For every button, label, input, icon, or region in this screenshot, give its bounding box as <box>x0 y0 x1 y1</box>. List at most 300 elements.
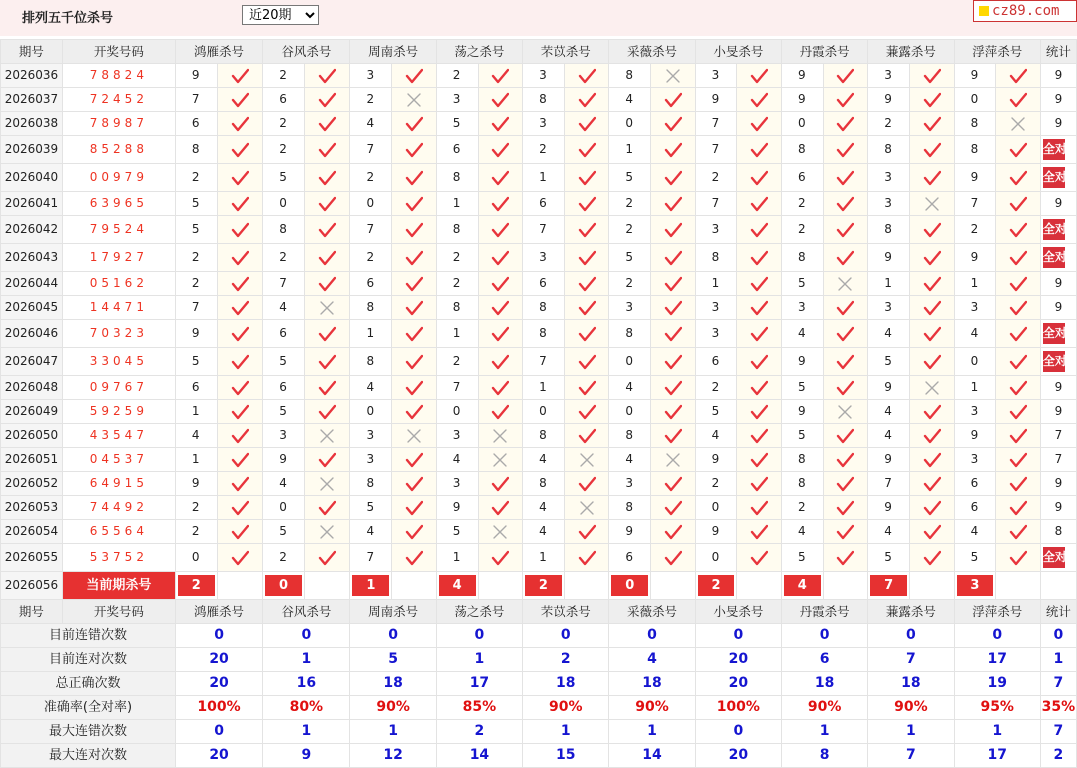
current-kill-row <box>1 572 1077 600</box>
correct-check-icon <box>304 348 350 376</box>
kill-value: 3 <box>523 244 565 272</box>
kill-value: 0 <box>436 400 478 424</box>
correct-check-icon <box>996 376 1041 400</box>
correct-check-icon <box>304 496 350 520</box>
kill-value: 4 <box>523 448 565 472</box>
correct-check-icon <box>217 424 263 448</box>
kill-value: 7 <box>350 136 392 164</box>
correct-check-icon <box>823 136 868 164</box>
kill-value: 2 <box>175 164 217 192</box>
kill-value: 2 <box>175 520 217 544</box>
kill-value: 4 <box>350 112 392 136</box>
stats-value: 20 <box>695 672 781 696</box>
kill-value: 3 <box>523 112 565 136</box>
wrong-cross-icon <box>823 400 868 424</box>
stats-value: 35% <box>1040 696 1076 720</box>
correct-check-icon <box>651 216 696 244</box>
stats-value: 1 <box>523 720 609 744</box>
kill-value: 2 <box>436 244 478 272</box>
correct-check-icon <box>217 272 263 296</box>
correct-check-icon <box>304 320 350 348</box>
full-correct-badge: 全对 <box>1043 167 1065 188</box>
issue-number: 2026041 <box>1 192 63 216</box>
correct-check-icon <box>392 136 437 164</box>
stats-value: 17 <box>436 672 522 696</box>
kill-value: 6 <box>175 376 217 400</box>
correct-check-icon <box>564 244 609 272</box>
kill-value: 5 <box>263 400 305 424</box>
stats-value: 20 <box>175 672 262 696</box>
full-correct-badge: 全对 <box>1043 547 1065 568</box>
kill-value: 8 <box>781 136 823 164</box>
table-row <box>1 64 1077 88</box>
kill-value: 9 <box>868 448 910 472</box>
correct-check-icon <box>304 272 350 296</box>
kill-value: 2 <box>350 88 392 112</box>
wrong-cross-icon <box>392 88 437 112</box>
correct-check-icon <box>478 272 523 296</box>
kill-value: 3 <box>436 472 478 496</box>
stats-value: 0 <box>350 624 436 648</box>
correct-check-icon <box>996 64 1041 88</box>
current-kill-value: 3 <box>957 575 994 596</box>
stat-cell: 9 <box>1040 272 1076 296</box>
kill-value: 6 <box>350 272 392 296</box>
correct-check-icon <box>737 296 782 320</box>
wrong-cross-icon <box>478 424 523 448</box>
kill-value: 6 <box>609 544 651 572</box>
stats-value: 1 <box>609 720 695 744</box>
kill-value: 1 <box>436 320 478 348</box>
correct-check-icon <box>909 472 954 496</box>
kill-value: 9 <box>868 88 910 112</box>
wrong-cross-icon <box>909 376 954 400</box>
wrong-cross-icon <box>651 64 696 88</box>
column-header: 采薇杀号 <box>609 600 695 624</box>
correct-check-icon <box>651 192 696 216</box>
kill-value: 9 <box>781 348 823 376</box>
wrong-cross-icon <box>304 424 350 448</box>
stats-value: 6 <box>781 648 867 672</box>
kill-value: 0 <box>954 348 996 376</box>
kill-value: 8 <box>175 136 217 164</box>
stats-value: 16 <box>263 672 350 696</box>
stats-value: 1 <box>263 720 350 744</box>
correct-check-icon <box>392 400 437 424</box>
stats-value: 14 <box>609 744 695 768</box>
correct-check-icon <box>996 400 1041 424</box>
correct-check-icon <box>392 320 437 348</box>
table-row <box>1 296 1077 320</box>
correct-check-icon <box>392 348 437 376</box>
stats-value: 0 <box>175 720 262 744</box>
current-kill-empty <box>996 572 1041 600</box>
issue-number: 2026044 <box>1 272 63 296</box>
table-row <box>1 448 1077 472</box>
column-header: 期号 <box>1 600 63 624</box>
wrong-cross-icon <box>909 192 954 216</box>
kill-value: 3 <box>436 88 478 112</box>
current-kill-value: 4 <box>784 575 821 596</box>
correct-check-icon <box>564 296 609 320</box>
kill-value: 8 <box>868 216 910 244</box>
kill-value: 5 <box>781 424 823 448</box>
correct-check-icon <box>737 136 782 164</box>
correct-check-icon <box>737 64 782 88</box>
kill-value: 2 <box>609 216 651 244</box>
kill-value: 5 <box>954 544 996 572</box>
kill-value: 8 <box>781 448 823 472</box>
wrong-cross-icon <box>304 296 350 320</box>
correct-check-icon <box>909 496 954 520</box>
kill-value: 6 <box>954 472 996 496</box>
correct-check-icon <box>564 376 609 400</box>
kill-value: 6 <box>436 136 478 164</box>
stats-value: 18 <box>609 672 695 696</box>
kill-value: 9 <box>695 448 737 472</box>
kill-value: 6 <box>695 348 737 376</box>
kill-value: 2 <box>436 64 478 88</box>
stats-value: 0 <box>523 624 609 648</box>
kill-value: 9 <box>695 88 737 112</box>
stat-cell: 9 <box>1040 376 1076 400</box>
correct-check-icon <box>564 192 609 216</box>
kill-value: 8 <box>954 136 996 164</box>
current-kill-cell <box>263 572 305 600</box>
kill-value: 5 <box>175 216 217 244</box>
stats-value: 2 <box>523 648 609 672</box>
kill-value: 3 <box>350 424 392 448</box>
kill-value: 2 <box>263 64 305 88</box>
correct-check-icon <box>823 192 868 216</box>
kill-value: 0 <box>695 496 737 520</box>
correct-check-icon <box>823 496 868 520</box>
kill-value: 9 <box>868 496 910 520</box>
table-row <box>1 88 1077 112</box>
stats-value: 14 <box>436 744 522 768</box>
correct-check-icon <box>737 112 782 136</box>
wrong-cross-icon <box>564 496 609 520</box>
correct-check-icon <box>217 520 263 544</box>
kill-value: 6 <box>263 88 305 112</box>
correct-check-icon <box>909 136 954 164</box>
correct-check-icon <box>823 88 868 112</box>
issue-number: 2026043 <box>1 244 63 272</box>
stat-cell: 9 <box>1040 64 1076 88</box>
correct-check-icon <box>823 348 868 376</box>
correct-check-icon <box>217 544 263 572</box>
correct-check-icon <box>304 216 350 244</box>
kill-value: 7 <box>695 112 737 136</box>
kill-value: 3 <box>954 400 996 424</box>
stats-value: 0 <box>436 624 522 648</box>
correct-check-icon <box>392 112 437 136</box>
correct-check-icon <box>737 376 782 400</box>
correct-check-icon <box>304 400 350 424</box>
stats-value: 17 <box>954 648 1040 672</box>
current-kill-value: 0 <box>265 575 302 596</box>
stats-value: 0 <box>868 624 954 648</box>
stats-row <box>1 696 1077 720</box>
current-kill-cell <box>350 572 392 600</box>
winning-numbers: 05162 <box>62 272 175 296</box>
correct-check-icon <box>564 544 609 572</box>
kill-value: 4 <box>609 376 651 400</box>
kill-value: 8 <box>350 472 392 496</box>
kill-value: 9 <box>781 400 823 424</box>
column-header: 采薇杀号 <box>609 40 695 64</box>
current-kill-empty <box>304 572 350 600</box>
correct-check-icon <box>737 88 782 112</box>
kill-value: 7 <box>350 544 392 572</box>
correct-check-icon <box>823 164 868 192</box>
correct-check-icon <box>737 472 782 496</box>
correct-check-icon <box>392 520 437 544</box>
stats-value: 90% <box>868 696 954 720</box>
stat-cell <box>1040 216 1076 244</box>
kill-value: 3 <box>695 320 737 348</box>
issue-number: 2026045 <box>1 296 63 320</box>
correct-check-icon <box>737 164 782 192</box>
kill-value: 2 <box>523 136 565 164</box>
kill-value: 2 <box>609 272 651 296</box>
stats-value: 100% <box>695 696 781 720</box>
kill-value: 5 <box>781 272 823 296</box>
column-header: 浮萍杀号 <box>954 600 1040 624</box>
current-kill-value: 2 <box>698 575 735 596</box>
correct-check-icon <box>564 400 609 424</box>
winning-numbers: 14471 <box>62 296 175 320</box>
kill-value: 9 <box>954 64 996 88</box>
kill-value: 9 <box>954 244 996 272</box>
correct-check-icon <box>304 112 350 136</box>
column-header: 周南杀号 <box>350 600 436 624</box>
wrong-cross-icon <box>823 272 868 296</box>
kill-value: 8 <box>781 472 823 496</box>
kill-value: 7 <box>523 216 565 244</box>
column-header: 芣苡杀号 <box>523 40 609 64</box>
correct-check-icon <box>996 496 1041 520</box>
table-row <box>1 520 1077 544</box>
correct-check-icon <box>737 192 782 216</box>
kill-value: 3 <box>350 64 392 88</box>
kill-value: 8 <box>609 320 651 348</box>
kill-value: 8 <box>868 136 910 164</box>
kill-value: 3 <box>695 216 737 244</box>
kill-value: 7 <box>695 136 737 164</box>
stats-label: 最大连对次数 <box>1 744 176 768</box>
stats-value: 90% <box>350 696 436 720</box>
kill-value: 5 <box>609 244 651 272</box>
column-header: 鸿雁杀号 <box>175 40 262 64</box>
current-kill-cell <box>609 572 651 600</box>
stat-cell <box>1040 244 1076 272</box>
correct-check-icon <box>478 192 523 216</box>
wrong-cross-icon <box>478 520 523 544</box>
kill-value: 8 <box>695 244 737 272</box>
stat-cell: 9 <box>1040 192 1076 216</box>
stats-value: 20 <box>175 648 262 672</box>
kill-value: 8 <box>436 164 478 192</box>
stats-value: 1 <box>263 648 350 672</box>
kill-value: 0 <box>609 112 651 136</box>
correct-check-icon <box>217 320 263 348</box>
correct-check-icon <box>217 164 263 192</box>
column-header: 蒹露杀号 <box>868 600 954 624</box>
kill-value: 8 <box>523 88 565 112</box>
kill-value: 2 <box>175 272 217 296</box>
winning-numbers: 04537 <box>62 448 175 472</box>
kill-value: 8 <box>436 216 478 244</box>
kill-value: 2 <box>781 496 823 520</box>
kill-value: 9 <box>175 320 217 348</box>
winning-numbers: 65564 <box>62 520 175 544</box>
kill-value: 0 <box>175 544 217 572</box>
correct-check-icon <box>909 544 954 572</box>
kill-value: 0 <box>350 400 392 424</box>
correct-check-icon <box>737 244 782 272</box>
stats-row <box>1 672 1077 696</box>
correct-check-icon <box>564 272 609 296</box>
kill-value: 8 <box>523 424 565 448</box>
kill-value: 1 <box>175 448 217 472</box>
correct-check-icon <box>478 376 523 400</box>
stats-label: 最大连错次数 <box>1 720 176 744</box>
kill-value: 2 <box>263 544 305 572</box>
correct-check-icon <box>909 296 954 320</box>
correct-check-icon <box>909 320 954 348</box>
stats-value: 100% <box>175 696 262 720</box>
correct-check-icon <box>737 544 782 572</box>
kill-value: 9 <box>609 520 651 544</box>
stats-value: 4 <box>609 648 695 672</box>
winning-numbers: 74492 <box>62 496 175 520</box>
kill-value: 7 <box>350 216 392 244</box>
correct-check-icon <box>564 64 609 88</box>
kill-value: 8 <box>954 112 996 136</box>
correct-check-icon <box>996 244 1041 272</box>
stat-cell <box>1040 320 1076 348</box>
stats-value: 90% <box>781 696 867 720</box>
stats-value: 1 <box>954 720 1040 744</box>
current-kill-cell <box>954 572 996 600</box>
correct-check-icon <box>217 192 263 216</box>
table-row <box>1 376 1077 400</box>
kill-value: 8 <box>781 244 823 272</box>
stat-cell: 9 <box>1040 472 1076 496</box>
kill-value: 3 <box>609 472 651 496</box>
correct-check-icon <box>564 216 609 244</box>
correct-check-icon <box>996 472 1041 496</box>
kill-value: 4 <box>350 376 392 400</box>
correct-check-icon <box>217 400 263 424</box>
kill-value: 4 <box>263 472 305 496</box>
column-header: 丹霞杀号 <box>781 40 867 64</box>
current-kill-empty <box>823 572 868 600</box>
kill-value: 1 <box>523 544 565 572</box>
stats-value: 0 <box>175 624 262 648</box>
correct-check-icon <box>996 296 1041 320</box>
kill-value: 9 <box>175 472 217 496</box>
current-kill-empty <box>909 572 954 600</box>
kill-value: 3 <box>695 296 737 320</box>
kill-value: 2 <box>350 244 392 272</box>
correct-check-icon <box>651 544 696 572</box>
kill-value: 5 <box>868 544 910 572</box>
stats-value: 90% <box>609 696 695 720</box>
kill-value: 1 <box>695 272 737 296</box>
kill-value: 6 <box>781 164 823 192</box>
current-kill-empty <box>737 572 782 600</box>
correct-check-icon <box>651 496 696 520</box>
current-kill-label: 当前期杀号 <box>62 572 175 600</box>
kill-value: 4 <box>868 424 910 448</box>
correct-check-icon <box>823 448 868 472</box>
kill-value: 2 <box>609 192 651 216</box>
kill-value: 7 <box>175 88 217 112</box>
kill-value: 0 <box>609 400 651 424</box>
stats-value: 1 <box>868 720 954 744</box>
stats-label: 总正确次数 <box>1 672 176 696</box>
stats-value: 7 <box>1040 720 1076 744</box>
kill-value: 3 <box>868 296 910 320</box>
kill-value: 1 <box>175 400 217 424</box>
kill-value: 8 <box>609 424 651 448</box>
site-logo[interactable] <box>973 0 1077 22</box>
correct-check-icon <box>478 112 523 136</box>
table-header-row <box>1 40 1077 64</box>
period-select[interactable] <box>242 5 319 25</box>
kill-value: 3 <box>868 192 910 216</box>
correct-check-icon <box>217 472 263 496</box>
kill-value: 9 <box>954 424 996 448</box>
correct-check-icon <box>304 136 350 164</box>
correct-check-icon <box>564 424 609 448</box>
correct-check-icon <box>564 348 609 376</box>
kill-value: 9 <box>263 448 305 472</box>
current-kill-empty <box>392 572 437 600</box>
correct-check-icon <box>564 320 609 348</box>
kill-value: 2 <box>436 272 478 296</box>
correct-check-icon <box>737 496 782 520</box>
table-row <box>1 544 1077 572</box>
winning-numbers: 78824 <box>62 64 175 88</box>
stats-value: 20 <box>695 648 781 672</box>
kill-value: 4 <box>175 424 217 448</box>
table-row <box>1 136 1077 164</box>
correct-check-icon <box>823 376 868 400</box>
stats-row <box>1 720 1077 744</box>
kill-number-table <box>0 39 1077 768</box>
kill-value: 3 <box>523 64 565 88</box>
stats-value: 0 <box>781 624 867 648</box>
kill-value: 2 <box>175 496 217 520</box>
current-kill-cell <box>523 572 565 600</box>
stats-value: 19 <box>954 672 1040 696</box>
correct-check-icon <box>478 216 523 244</box>
correct-check-icon <box>304 88 350 112</box>
winning-numbers: 00979 <box>62 164 175 192</box>
column-header: 开奖号码 <box>62 600 175 624</box>
correct-check-icon <box>478 472 523 496</box>
kill-value: 2 <box>350 164 392 192</box>
full-correct-badge: 全对 <box>1043 323 1065 344</box>
full-correct-badge: 全对 <box>1043 139 1065 160</box>
current-kill-cell <box>175 572 217 600</box>
kill-value: 7 <box>954 192 996 216</box>
stats-value: 7 <box>868 744 954 768</box>
correct-check-icon <box>217 296 263 320</box>
